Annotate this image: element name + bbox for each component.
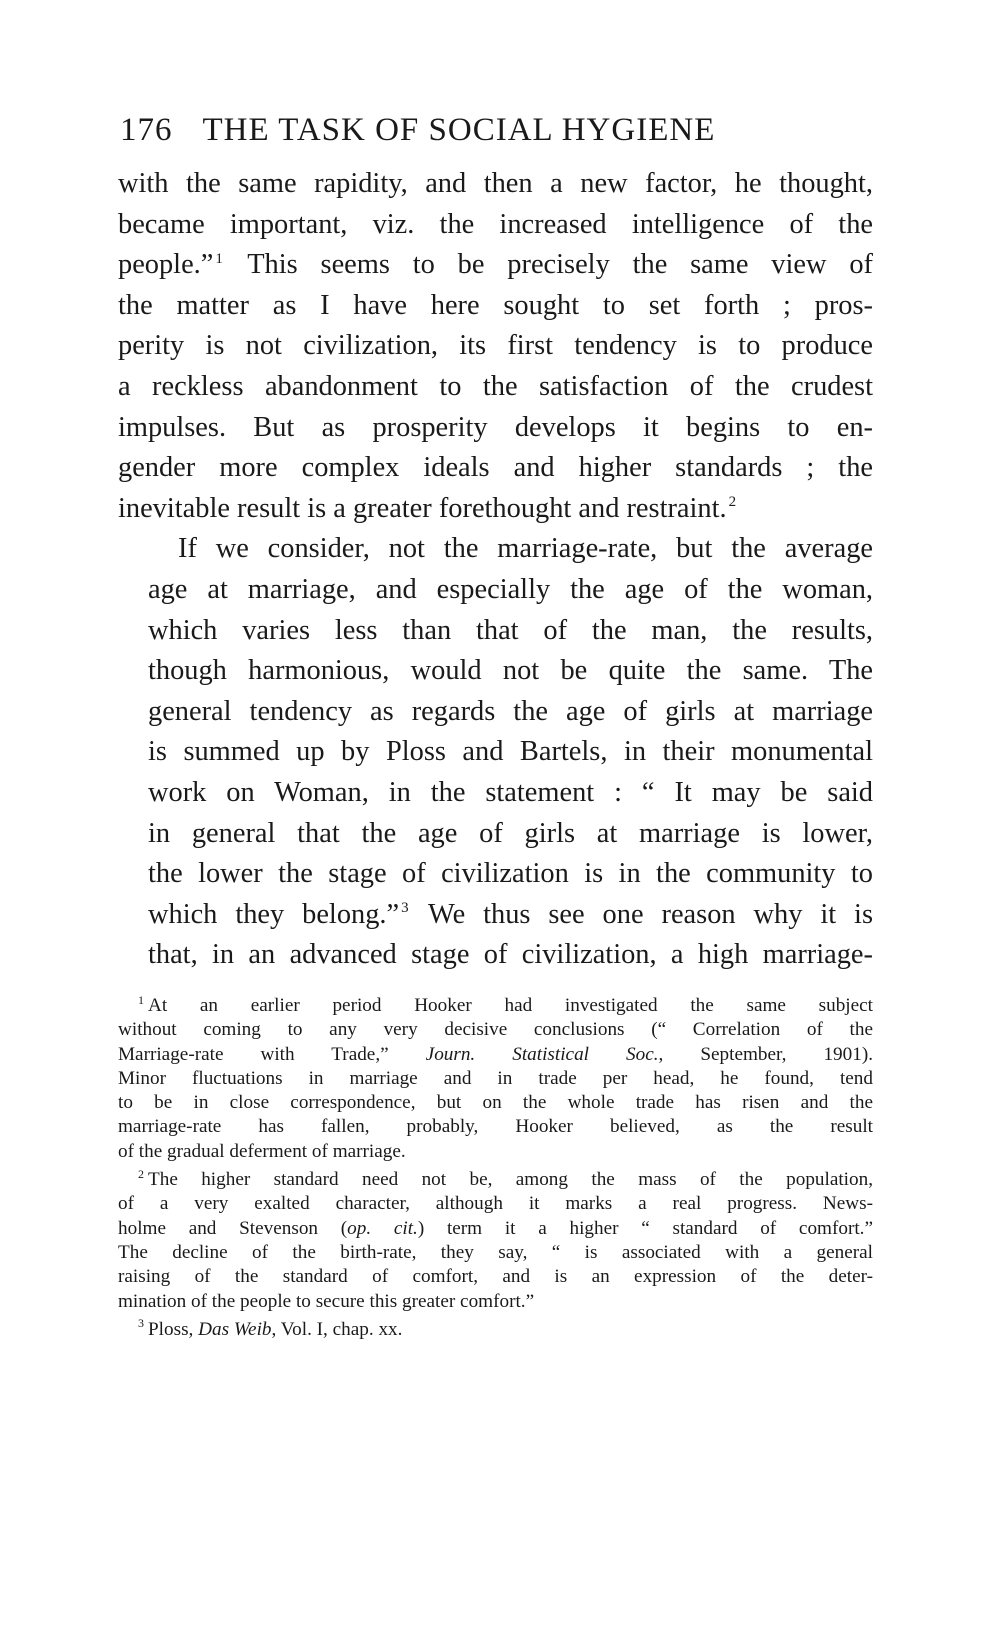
text-line: [118, 245, 873, 286]
text-line: If we consider, not the marriage-rate, but the average: [178, 533, 873, 565]
book-title: Das Weib: [198, 1318, 272, 1340]
footnote-line: raising of the standard of comfort, and is an expression of the deter-: [118, 1266, 873, 1288]
footnote-line: [118, 994, 873, 1018]
text-line: [118, 489, 873, 530]
text-fragment: ) term it a higher “ standard of comfort.”: [417, 1217, 873, 1239]
footnote-line: Minor fluctuations in marriage and in trade per head, he found, tend: [118, 1067, 873, 1089]
main-text: [118, 164, 873, 976]
text-line: though harmonious, would not be quite the same. The: [148, 655, 873, 687]
text-line: a reckless abandonment to the satisfaction of the crudest: [118, 370, 873, 402]
text-fragment: This seems to be precisely the same view of: [247, 249, 873, 281]
footnote-line: without coming to any very decisive conclusions (“ Correlation of the: [118, 1019, 873, 1041]
footnote-line: The decline of the birth-rate, they say, “ is associated with a general: [118, 1241, 873, 1263]
text-line: is summed up by Ploss and Bartels, in their monumental: [148, 736, 873, 768]
footnote-marker: 1: [138, 992, 144, 1007]
text-line: in general that the age of girls at marriage is lower,: [148, 817, 873, 849]
text-fragment: which they belong.”: [148, 898, 400, 930]
text-line: gender more complex ideals and higher standards ; the: [118, 452, 873, 484]
footnotes: [118, 994, 873, 1346]
text-fragment: inevitable result is a greater forethought and restraint.: [118, 492, 727, 524]
text-fragment: The higher standard need not be, among the mass of the population,: [148, 1169, 873, 1191]
text-fragment: We thus see one reason why it is: [428, 898, 873, 930]
footnote-2: [118, 1168, 873, 1314]
text-line: the lower the stage of civilization is in the community to: [148, 858, 873, 890]
footnote-1: [118, 994, 873, 1164]
text-fragment: , September, 1901).: [658, 1043, 874, 1065]
running-title: THE TASK OF SOCIAL HYGIENE: [202, 112, 716, 148]
footnote-reference: 2: [728, 494, 737, 511]
op-cit: op. cit.: [347, 1217, 418, 1239]
text-fragment: people.”: [118, 249, 214, 281]
running-header: [120, 112, 880, 149]
footnote-marker: 2: [138, 1166, 144, 1181]
text-line: age at marriage, and especially the age of the woman,: [148, 573, 873, 605]
footnote-line: [118, 1043, 873, 1067]
text-line: [118, 895, 873, 936]
text-line: with the same rapidity, and then a new factor, he thought,: [118, 168, 873, 199]
footnote-line: to be in close correspondence, but on the whole trade has risen and the: [118, 1092, 873, 1114]
text-line: perity is not civilization, its first tendency is to produce: [118, 330, 873, 362]
text-fragment: Marriage-rate with Trade,”: [118, 1043, 389, 1065]
text-line: impulses. But as prosperity develops it begins to en-: [118, 411, 873, 443]
text-line: became important, viz. the increased intelligence of the: [118, 208, 873, 240]
text-line: the matter as I have here sought to set forth ; pros-: [118, 289, 873, 321]
paragraph-2: [118, 529, 873, 976]
footnote-line: marriage-rate has fallen, probably, Hooker believed, as the result: [118, 1116, 873, 1138]
text-line: general tendency as regards the age of girls at marriage: [148, 695, 873, 727]
footnote-line: of the gradual deferment of marriage.: [118, 1140, 406, 1162]
text-fragment: Ploss,: [148, 1318, 194, 1340]
text-fragment: At an earlier period Hooker had investigated the same subject: [148, 995, 873, 1016]
footnote-line: [118, 1217, 873, 1241]
footnote-line: mination of the people to secure this greater comfort.”: [118, 1290, 535, 1312]
footnote-reference: 1: [215, 250, 223, 267]
page-number: 176: [120, 112, 173, 148]
footnote-line: [118, 1168, 873, 1192]
footnote-marker: 3: [138, 1316, 144, 1331]
footnote-reference: 3: [401, 900, 409, 917]
footnote-3: [118, 1318, 873, 1342]
text-fragment: , Vol. I, chap. xx.: [271, 1318, 403, 1340]
footnote-line: [118, 1318, 873, 1342]
paragraph-1: [118, 164, 873, 529]
text-line: that, in an advanced stage of civilization, a high marriage-: [148, 939, 873, 971]
text-fragment: holme and Stevenson (: [118, 1217, 348, 1239]
footnote-line: of a very exalted character, although it marks a real progress. News-: [118, 1193, 873, 1215]
text-line: which varies less than that of the man, the results,: [148, 614, 873, 646]
text-line: work on Woman, in the statement : “ It may be said: [148, 776, 873, 808]
journal-title: Journ. Statistical Soc.: [425, 1043, 659, 1065]
